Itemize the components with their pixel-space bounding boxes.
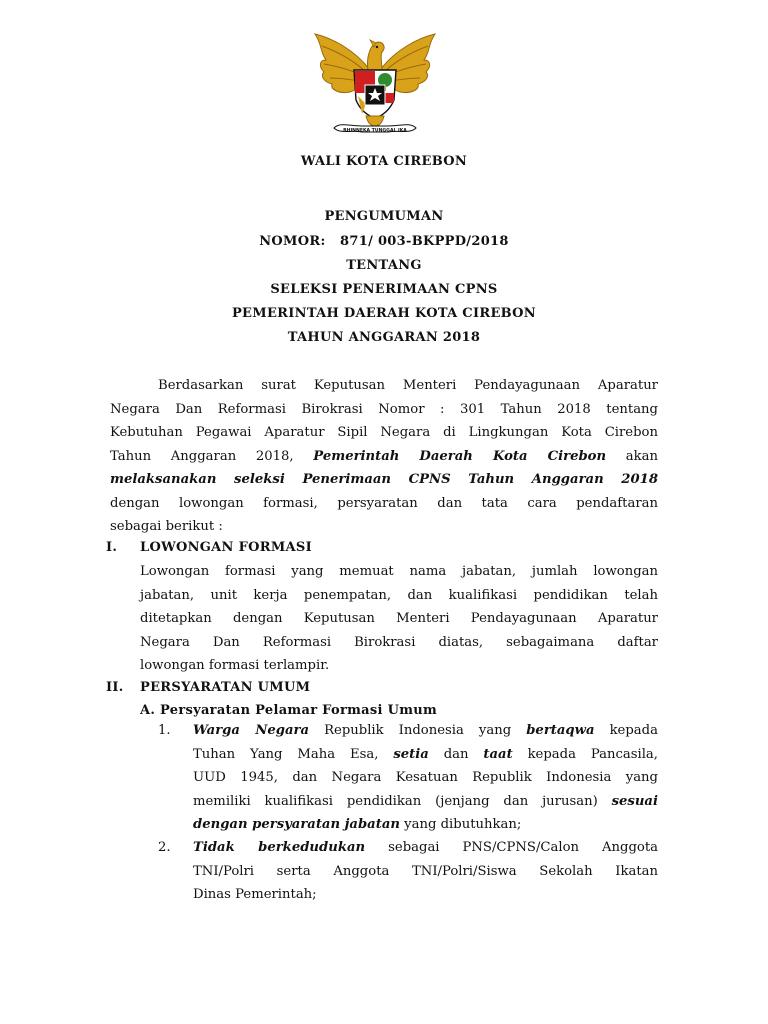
intro-line: Tahun Anggaran 2018, Pemerintah Daerah Kota Cirebon akan bbox=[110, 448, 658, 464]
intro-line: Berdasarkan surat Keputusan Menteri Pendayagunaan Aparatur bbox=[158, 378, 658, 393]
item-1-body bbox=[193, 719, 658, 837]
item-2-line: Dinas Pemerintah; bbox=[193, 887, 317, 902]
section-1-line: Negara Dan Reformasi Birokrasi diatas, sebagaimana daftar bbox=[140, 634, 658, 650]
intro-paragraph bbox=[110, 374, 658, 539]
section-2-subtitle: A. Persyaratan Pelamar Formasi Umum bbox=[140, 703, 438, 718]
intro-line: Negara Dan Reformasi Birokrasi Nomor : 301 Tahun 2018 tentang bbox=[110, 401, 658, 417]
issuer-title: WALI KOTA CIREBON bbox=[300, 154, 468, 169]
section-1-line: lowongan formasi terlampir. bbox=[140, 658, 330, 673]
section-1-body bbox=[140, 560, 658, 678]
document-type: PENGUMUMAN bbox=[324, 209, 444, 224]
item-1-number: 1. bbox=[158, 723, 171, 738]
garuda-pancasila-emblem-icon bbox=[310, 30, 440, 138]
section-1-line: jabatan, unit kerja penempatan, dan kualifikasi pendidikan telah bbox=[140, 587, 658, 603]
section-2-numeral: II. bbox=[106, 680, 124, 695]
document-title-line-3: TAHUN ANGGARAN 2018 bbox=[287, 330, 481, 345]
item-1-line: Warga Negara Republik Indonesia yang bertaqwa kepada bbox=[193, 723, 658, 738]
section-1-line: Lowongan formasi yang memuat nama jabatan, jumlah lowongan bbox=[140, 564, 658, 579]
emphasis-text: Pemerintah Daerah Kota Cirebon bbox=[313, 448, 607, 464]
item-1-line: UUD 1945, dan Negara Kesatuan Republik Indonesia yang bbox=[193, 770, 658, 785]
section-2-title: PERSYARATAN UMUM bbox=[140, 680, 311, 695]
section-1-title: LOWONGAN FORMASI bbox=[140, 540, 312, 555]
item-2-number: 2. bbox=[158, 840, 171, 855]
about-label: TENTANG bbox=[346, 258, 422, 273]
document-number: NOMOR: 871/ 003-BKPPD/2018 bbox=[259, 234, 509, 249]
intro-line-emphasis: melaksanakan seleksi Penerimaan CPNS Tahun Anggaran 2018 bbox=[110, 472, 658, 487]
intro-line: Kebutuhan Pegawai Aparatur Sipil Negara di Lingkungan Kota Cirebon bbox=[110, 425, 658, 440]
item-2-body bbox=[193, 836, 658, 907]
item-1-line: memiliki kualifikasi pendidikan (jenjang dan jurusan) sesuai bbox=[193, 793, 658, 809]
section-1-numeral: I. bbox=[106, 540, 118, 555]
document-title-line-2: PEMERINTAH DAERAH KOTA CIREBON bbox=[231, 306, 536, 321]
document-title-line-1: SELEKSI PENERIMAAN CPNS bbox=[270, 282, 498, 297]
item-2-line: Tidak berkedudukan sebagai PNS/CPNS/Calon Anggota bbox=[193, 840, 658, 855]
intro-line: dengan lowongan formasi, persyaratan dan tata cara pendaftaran bbox=[110, 495, 658, 511]
section-1-line: ditetapkan dengan Keputusan Menteri Pendayagunaan Aparatur bbox=[140, 611, 658, 626]
intro-line: sebagai berikut : bbox=[110, 519, 223, 534]
emblem-motto: BHINNEKA TUNGGAL IKA bbox=[343, 128, 407, 134]
item-1-line: dengan persyaratan jabatan yang dibutuhkan; bbox=[193, 817, 522, 832]
item-1-line: Tuhan Yang Maha Esa, setia dan taat kepada Pancasila, bbox=[193, 746, 658, 762]
item-2-line: TNI/Polri serta Anggota TNI/Polri/Siswa Sekolah Ikatan bbox=[193, 863, 658, 879]
